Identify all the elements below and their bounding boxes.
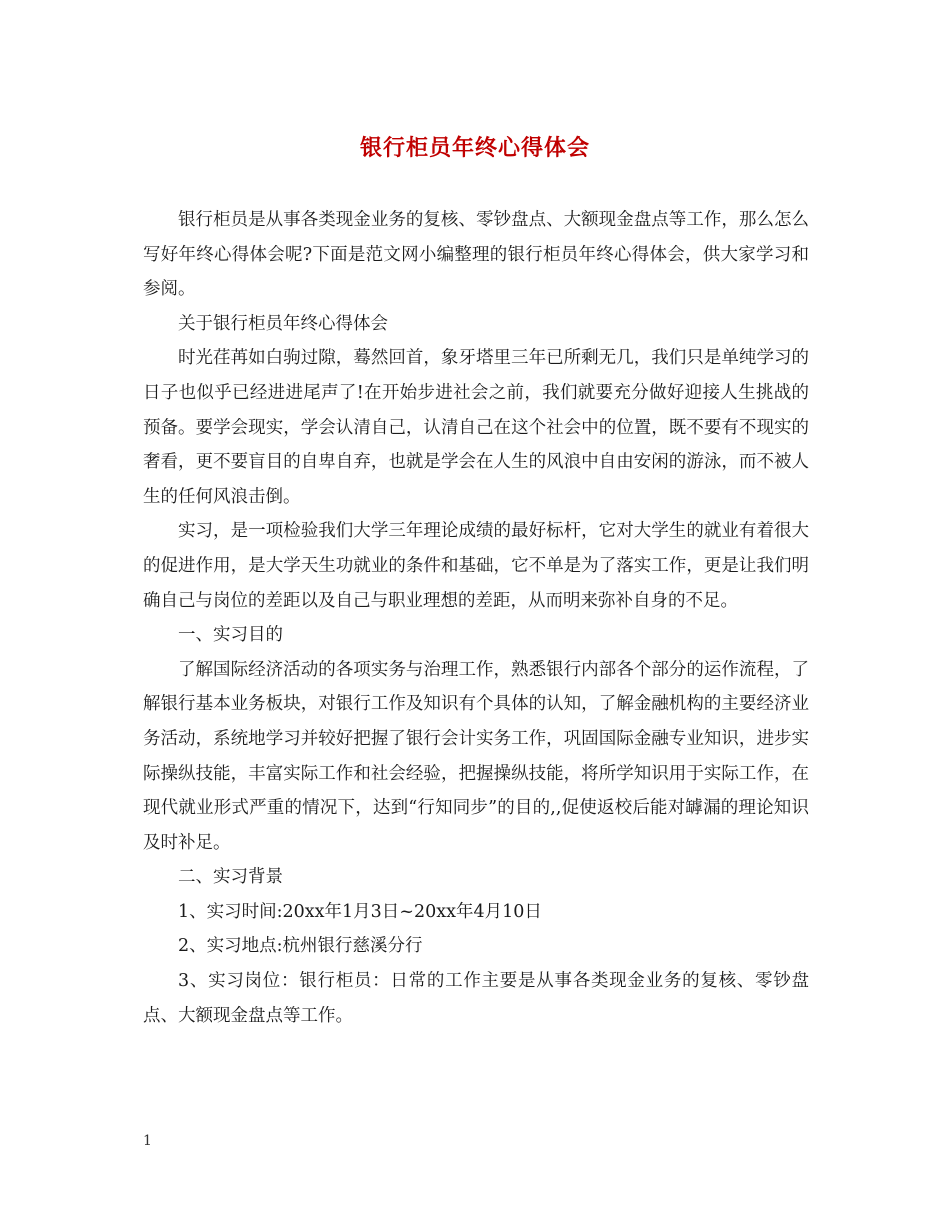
paragraph-intro: 银行柜员是从事各类现金业务的复核、零钞盘点、大额现金盘点等工作，那么怎么写好年终心得体会呢?下面是范文网小编整理的银行柜员年终心得体会，供大家学习和参阅。 [143,210,809,300]
section-heading-purpose: 一、实习目的 [178,625,283,646]
paragraph-subtitle: 关于银行柜员年终心得体会 [178,313,388,334]
section-heading-background: 二、实习背景 [178,867,283,888]
list-item-time: 1、实习时间:20xx年1月3日~20xx年4月10日 [178,901,542,922]
list-item-position: 3、实习岗位：银行柜员：日常的工作主要是从事各类现金业务的复核、零钞盘点、大额现金盘点等工作。 [143,971,809,1026]
paragraph-internship: 实习，是一项检验我们大学三年理论成绩的最好标杆，它对大学生的就业有着很大的促进作用，是大学天生功就业的条件和基础，它不单是为了落实工作，更是让我们明确自己与岗位的差距以及自己与职业理想的差距，从而明来弥补自身的不足。 [143,521,809,611]
list-item-location: 2、实习地点:杭州银行慈溪分行 [178,936,423,957]
paragraph-reflection: 时光荏苒如白驹过隙，蓦然回首，象牙塔里三年已所剩无几，我们只是单纯学习的日子也似乎已经进进尾声了!在开始步进社会之前，我们就要充分做好迎接人生挑战的预备。要学会现实，学会认清自己，认清自己在这个社会中的位置，既不要有不现实的奢看，更不要盲目的自卑自弃，也就是学会在人生的风浪中自由安闲的游泳，而不被人生的任何风浪击倒。 [143,348,809,507]
document-body [143,203,809,1033]
paragraph-purpose: 了解国际经济活动的各项实务与治理工作，熟悉银行内部各个部分的运作流程，了解银行基本业务板块，对银行工作及知识有个具体的认知，了解金融机构的主要经济业务活动，系统地学习并较好把握了银行会计实务工作，巩固国际金融专业知识，进步实际操纵技能，丰富实际工作和社会经验，把握操纵技能，将所学知识用于实际工作，在现代就业形式严重的情况下，达到“行知同步”的目的,,促使返校后能对罅漏的理论知识及时补足。 [143,659,809,853]
document-title: 银行柜员年终心得体会 [359,135,590,161]
page-number: 1 [143,1133,152,1149]
